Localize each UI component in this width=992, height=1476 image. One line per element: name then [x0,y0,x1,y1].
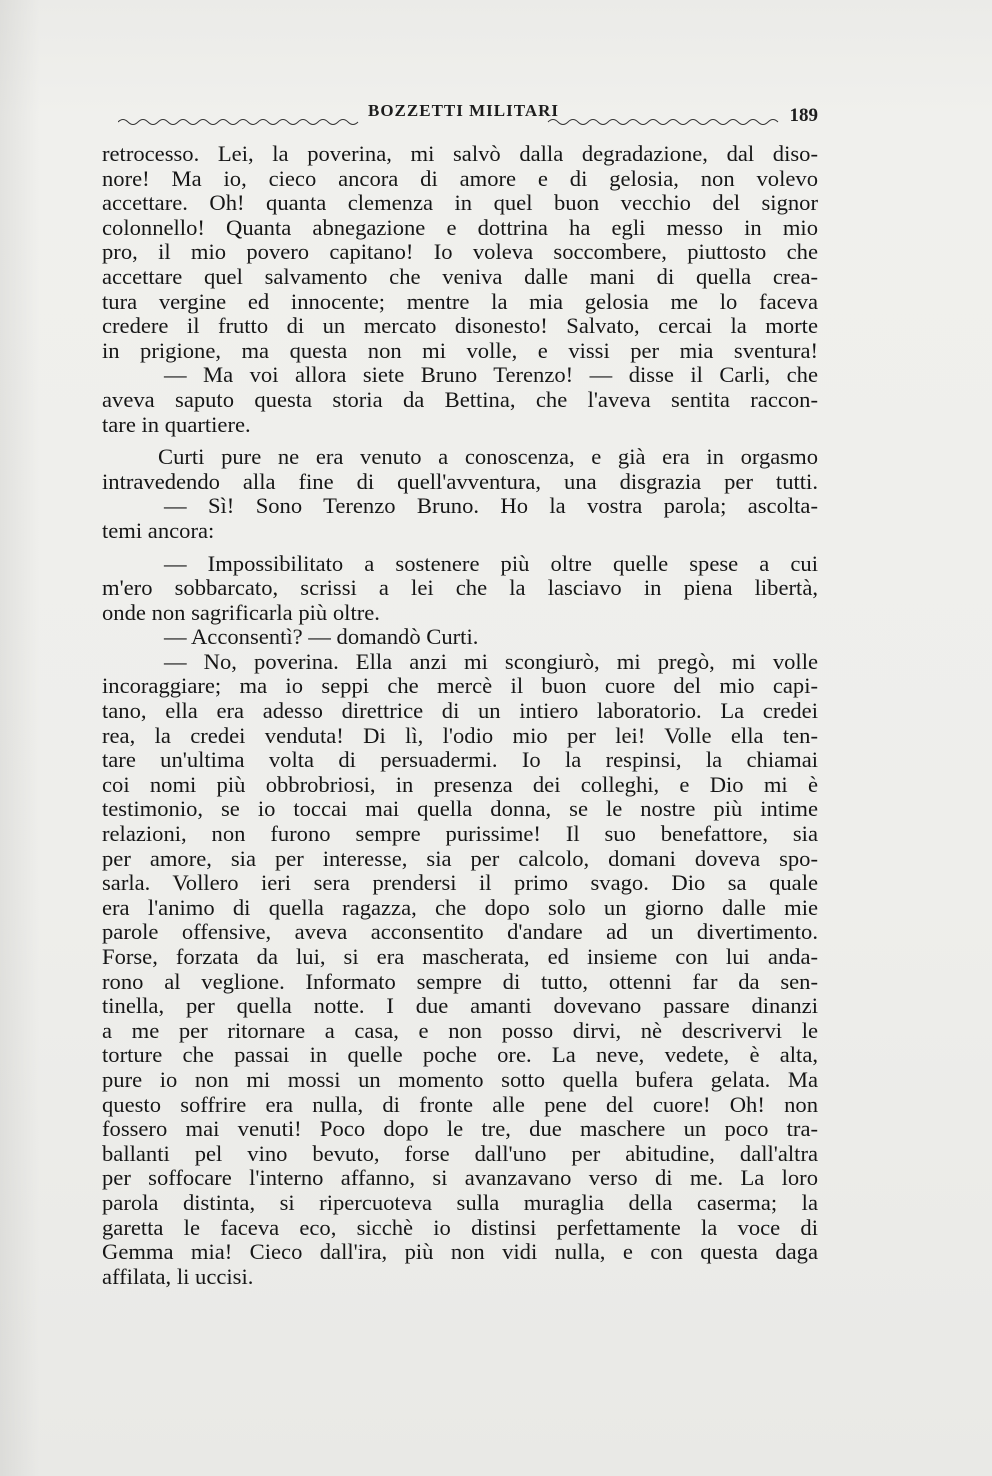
text-line: intravedendo alla fine di quell'avventura, una disgrazia per tutti. [102,469,818,494]
text-line: affilata, li uccisi. [102,1264,254,1289]
text-line: ballanti pel vino bevuto, forse dall'uno per abitudine, dall'altra [102,1141,818,1166]
text-line: tinella, per quella notte. I due amanti dovevano passare dinanzi [102,994,818,1019]
text-line: parola distinta, si ripercuoteva sulla muraglia della caserma; la [102,1190,818,1215]
text-line: colonnello! Quanta abnegazione e dottrina ha egli messo in mio [102,215,818,240]
page-number: 189 [789,105,818,126]
text-line: tare in quartiere. [102,412,251,437]
text-line: incoraggiare; ma io seppi che mercè il buon cuore del mio capi- [102,674,818,699]
text-line: — Impossibilitato a sostenere più oltre quelle spese a cui [164,551,818,576]
text-line: torture che passai in quelle poche ore. La neve, vedete, è alta, [102,1043,818,1068]
text-line: parole offensive, aveva acconsentito d'andare ad un divertimento. [102,920,818,945]
text-line: a me per ritornare a casa, e non posso dirvi, nè descrivervi le [102,1018,818,1043]
text-line: rea, la credei venduta! Di lì, l'odio mio per lei! Volle ella ten- [102,723,818,748]
text-line: onde non sagrificarla più oltre. [102,600,380,625]
text-line: pure io non mi mossi un momento sotto quella bufera gelata. Ma [102,1067,818,1092]
text-line: nore! Ma io, cieco ancora di amore e di gelosia, non volevo [102,166,818,191]
page-header [118,101,818,131]
body-text [102,142,818,1289]
text-line: relazioni, non furono sempre purissime! Il suo benefattore, sia [102,822,818,847]
text-line: — Ma voi allora siete Bruno Terenzo! — disse il Carli, che [164,363,818,388]
text-line: garetta le faceva eco, sicchè io distinsi perfettamente la voce di [102,1215,818,1240]
text-line: tano, ella era adesso direttrice di un intiero laboratorio. La credei [102,699,818,724]
text-line: questo soffrire era nulla, di fronte alle pene del cuore! Oh! non [102,1092,818,1117]
text-line: aveva saputo questa storia da Bettina, che l'aveva sentita raccon- [102,387,818,412]
text-line: credere il frutto di un mercato disonesto! Salvato, cercai la morte [102,314,818,339]
text-line: — Acconsentì? — domandò Curti. [164,625,479,650]
text-line: pro, il mio povero capitano! Io voleva soccombere, piuttosto che [102,240,818,265]
running-title: BOZZETTI MILITARI [368,101,559,120]
text-line: accettare quel salvamento che veniva dalle mani di quella crea- [102,264,818,289]
text-line: per soffocare l'interno affanno, si avanzavano verso di me. La loro [102,1166,818,1191]
text-line: accettare. Oh! quanta clemenza in quel buon vecchio del signor [102,191,818,216]
text-line: temi ancora: [102,518,215,543]
text-line: — No, poverina. Ella anzi mi scongiurò, mi pregò, mi volle [164,649,818,674]
text-line: Forse, forzata da lui, si era mascherata, ed insieme con lui anda- [102,945,818,969]
text-line: Gemma mia! Cieco dall'ira, più non vidi nulla, e con questa daga [102,1240,818,1265]
paragraph [102,650,818,1289]
text-line: Curti pure ne era venuto a conoscenza, e già era in orgasmo [158,445,818,470]
paragraph [102,142,818,363]
paragraph [102,552,818,626]
text-line: fossero mai venuti! Poco dopo le tre, due maschere un poco tra- [102,1117,818,1142]
text-line: era l'animo di quella ragazza, che dopo solo un giorno dalle mie [102,895,818,920]
text-line: tura vergine ed innocente; mentre la mia gelosia me lo faceva [102,289,818,314]
text-line: — Sì! Sono Terenzo Bruno. Ho la vostra parola; ascolta- [164,494,818,519]
paragraph [102,445,818,494]
paragraph [102,625,818,650]
text-line: rono al veglione. Informato sempre di tutto, ottenni far da sen- [102,969,818,994]
text-line: m'ero sobbarcato, scrissi a lei che la lasciavo in piena libertà, [102,576,818,601]
text-line: coi nomi più obbrobriosi, in presenza dei colleghi, e Dio mi è [102,772,818,797]
page-edge-shadow [0,0,40,1476]
paragraph [102,363,818,437]
text-line: tare un'ultima volta di persuadermi. Io la respinsi, la chiamai [102,748,818,773]
text-line: per amore, sia per interesse, sia per calcolo, domani doveva spo- [102,846,818,871]
text-line: retrocesso. Lei, la poverina, mi salvò dalla degradazione, dal diso- [102,142,818,166]
text-line: sarla. Vollero ieri sera prendersi il primo svago. Dio sa quale [102,871,818,896]
paragraph [102,494,818,543]
text-line: in prigione, ma questa non mi volle, e vissi per mia sventura! [102,338,818,363]
text-line: testimonio, se io toccai mai quella donna, se le nostre più intime [102,797,818,822]
